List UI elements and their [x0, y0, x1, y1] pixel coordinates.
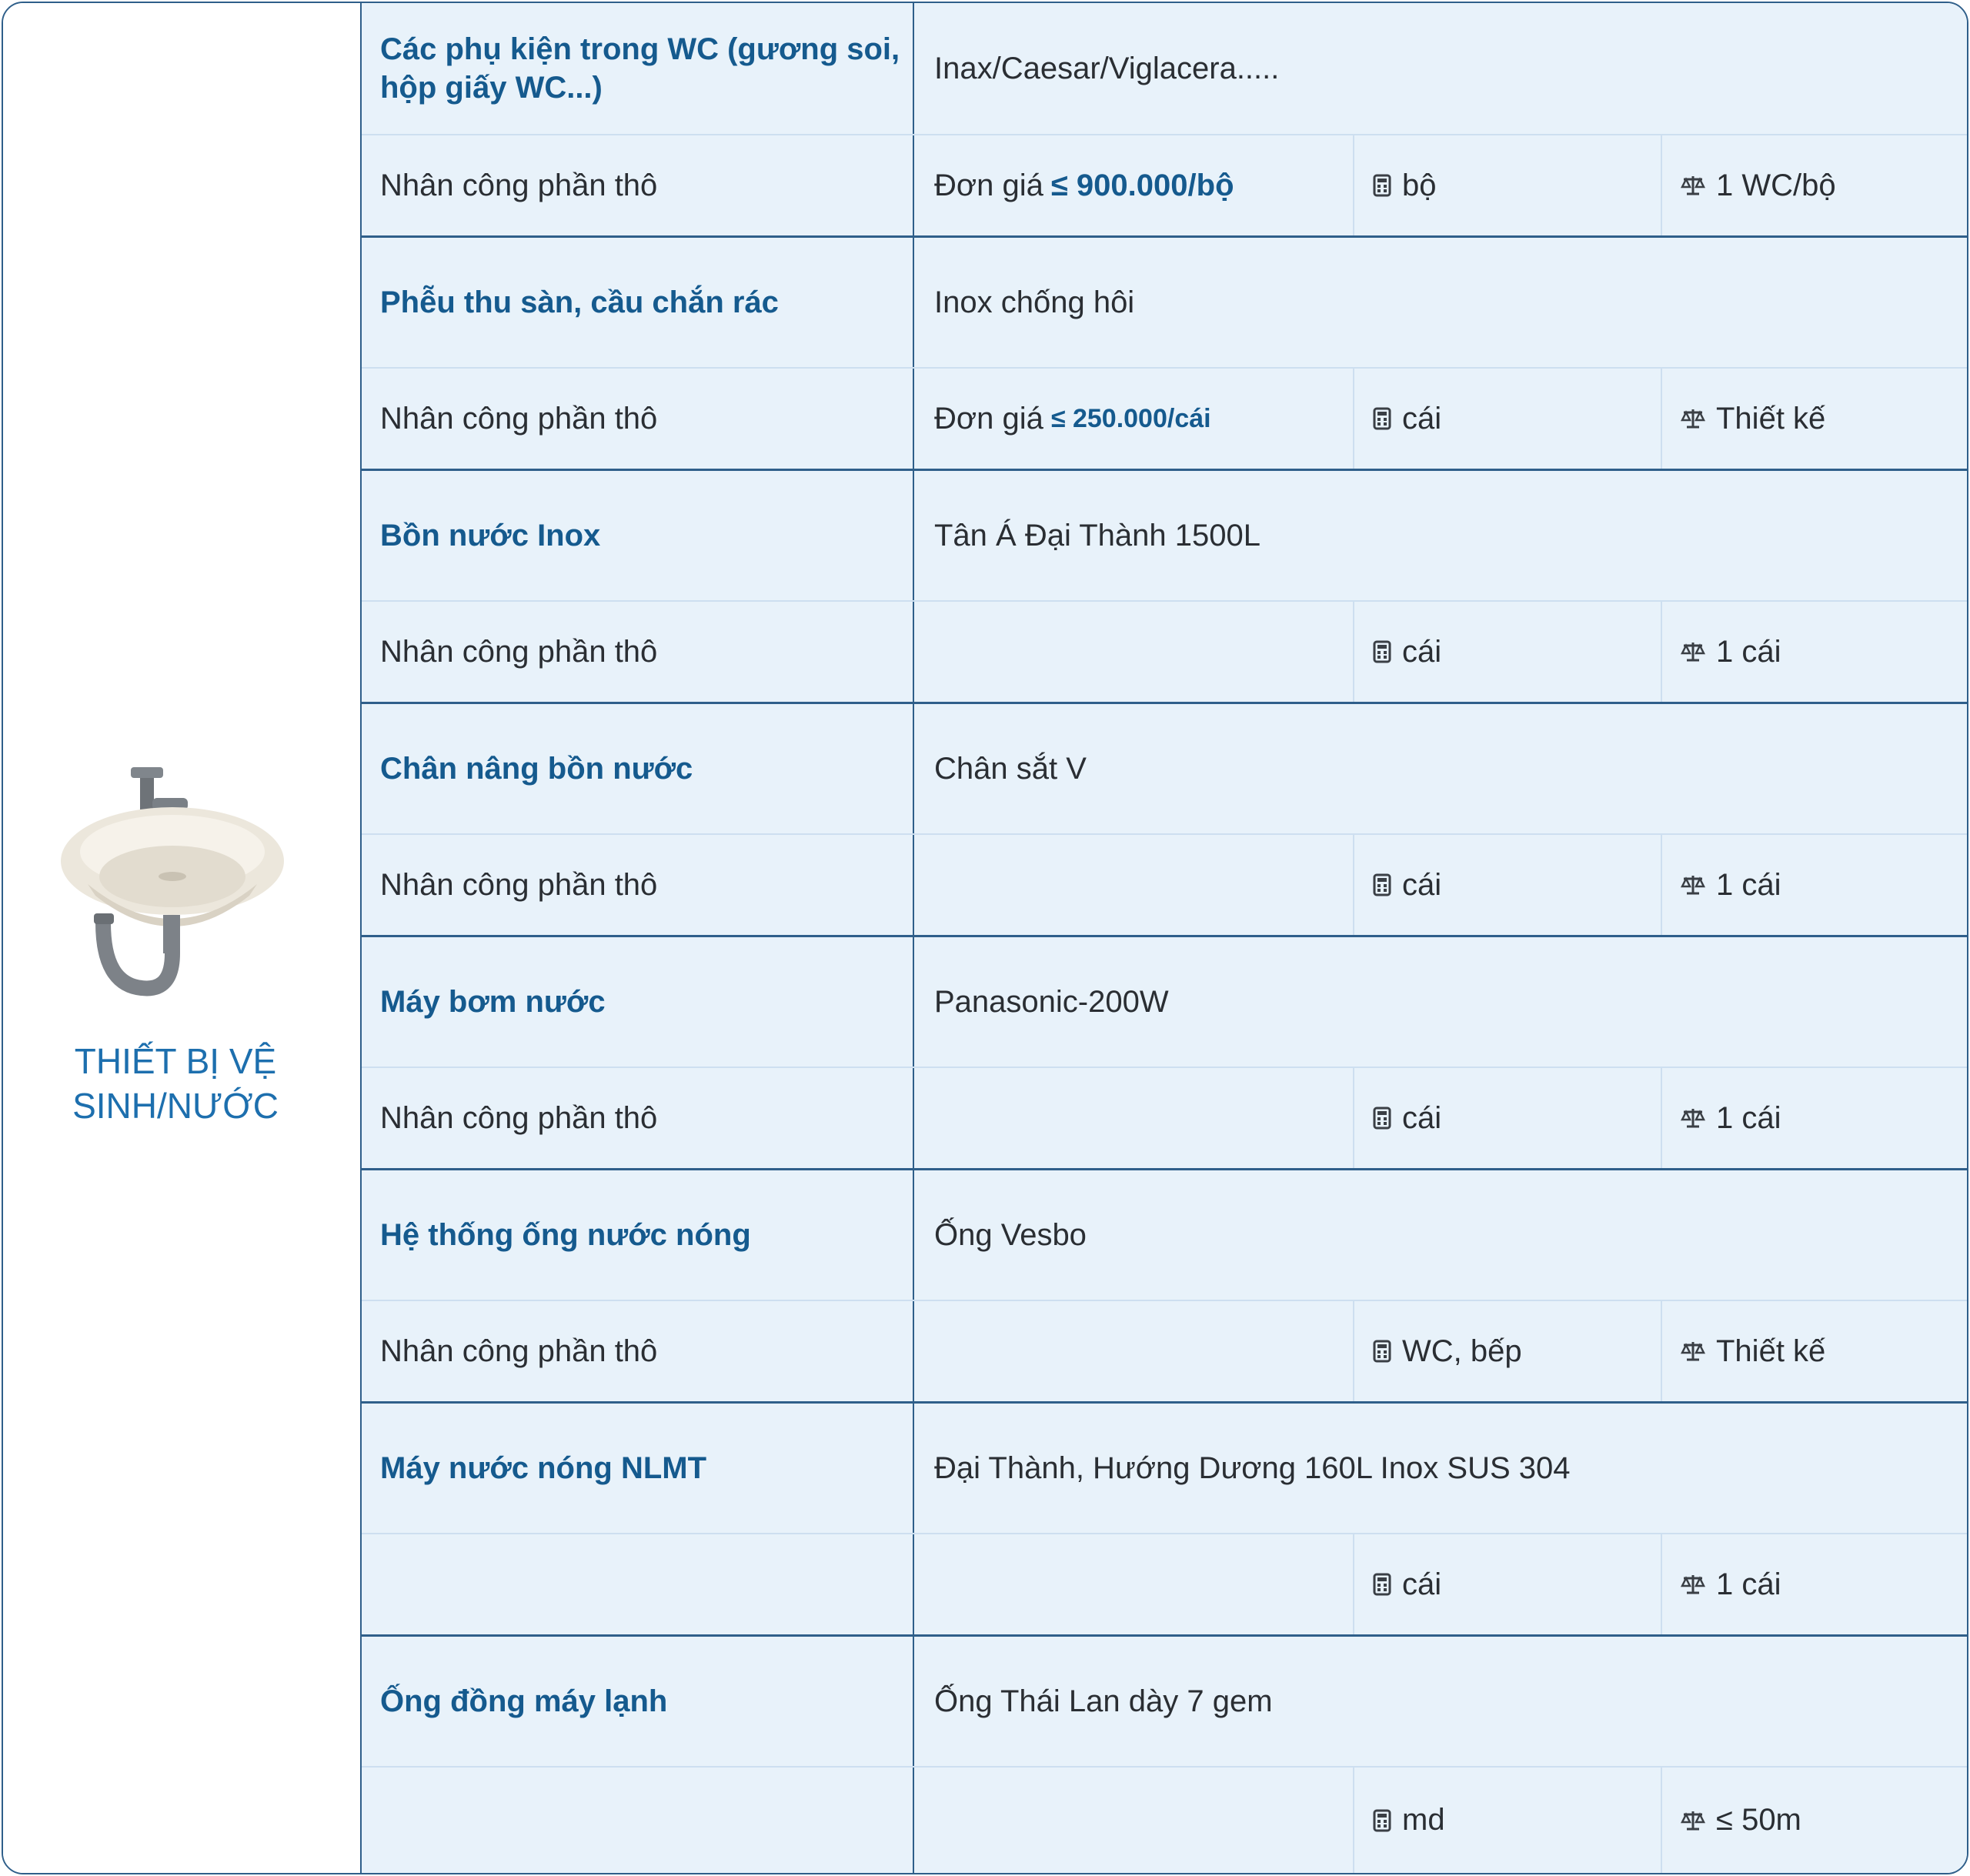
price-value: ≤ 900.000/bộ [1050, 168, 1234, 202]
category-title-line2: SINH/NƯỚC [72, 1086, 279, 1126]
unit-cell [1354, 1534, 1662, 1634]
quantity-value: 1 cái [1716, 1567, 1781, 1601]
scale-icon [1681, 1107, 1705, 1129]
calculator-icon [1373, 1340, 1391, 1363]
quantity-cell [1662, 369, 1968, 469]
sink-icon [57, 761, 288, 1000]
unit-cell [1354, 1068, 1662, 1168]
table-row [362, 471, 1968, 600]
item-name-cell [362, 937, 914, 1067]
price-cell [916, 602, 1354, 702]
calculator-icon [1373, 1107, 1391, 1130]
item-name: Phễu thu sàn, cầu chắn rác [380, 285, 779, 319]
item-name: Máy bơm nước [380, 985, 606, 1019]
price-label: Đơn giá [934, 168, 1043, 202]
item-name: Ống đồng máy lạnh [380, 1684, 668, 1718]
labor-label [362, 1768, 914, 1873]
item-name-cell [362, 471, 914, 600]
table-row [362, 937, 1968, 1067]
item-spec: Panasonic-200W [934, 984, 1169, 1019]
item-name-cell [362, 3, 914, 134]
quantity-value: ≤ 50m [1716, 1803, 1801, 1837]
item-name-cell [362, 704, 914, 833]
unit-cell [1354, 1301, 1662, 1401]
quantity-cell [1662, 835, 1968, 935]
labor-label: Nhân công phần thô [362, 602, 914, 702]
unit-value: cái [1402, 1567, 1442, 1601]
price-cell [916, 835, 1354, 935]
price-cell [916, 1768, 1354, 1873]
table-row [362, 135, 1968, 235]
price-cell [916, 135, 1354, 235]
table-row [362, 1170, 1968, 1300]
scale-icon [1681, 641, 1705, 663]
category-title-line1: THIẾT BỊ VỆ [74, 1041, 277, 1081]
table-row [362, 1637, 1968, 1766]
calculator-icon [1373, 640, 1391, 663]
table-row [362, 602, 1968, 702]
scale-icon [1681, 1810, 1705, 1831]
item-name-cell [362, 1404, 914, 1533]
item-name-cell [362, 238, 914, 367]
scale-icon [1681, 408, 1705, 429]
scale-icon [1681, 874, 1705, 896]
item-spec: Đại Thành, Hướng Dương 160L Inox SUS 304 [934, 1450, 1571, 1485]
table-row [362, 1768, 1968, 1873]
calculator-icon [1373, 1809, 1391, 1832]
quantity-cell [1662, 1768, 1968, 1873]
labor-label [362, 1534, 914, 1634]
calculator-icon [1373, 407, 1391, 430]
scale-icon [1681, 175, 1705, 196]
item-spec: Tân Á Đại Thành 1500L [934, 518, 1261, 552]
price-value: ≤ 250.000/cái [1050, 403, 1211, 433]
quantity-value: 1 cái [1716, 1100, 1781, 1135]
table-row [362, 835, 1968, 935]
calculator-icon [1373, 1573, 1391, 1596]
price-cell [916, 369, 1354, 469]
unit-value: cái [1402, 1100, 1442, 1135]
table-row [362, 704, 1968, 833]
quantity-value: Thiết kế [1716, 401, 1826, 436]
item-spec: Inax/Caesar/Viglacera..... [934, 51, 1280, 85]
labor-label: Nhân công phần thô [362, 369, 914, 469]
unit-value: cái [1402, 401, 1442, 436]
unit-value: WC, bếp [1402, 1334, 1522, 1368]
table-row [362, 1534, 1968, 1634]
quantity-cell [1662, 602, 1968, 702]
quantity-value: 1 cái [1716, 634, 1781, 669]
item-name-cell [362, 1170, 914, 1300]
item-spec: Inox chống hôi [934, 285, 1135, 319]
item-spec: Ống Vesbo [934, 1217, 1087, 1252]
table-row [362, 369, 1968, 469]
price-cell [916, 1068, 1354, 1168]
quantity-cell [1662, 135, 1968, 235]
quantity-value: 1 cái [1716, 867, 1781, 902]
item-name: Hệ thống ống nước nóng [380, 1218, 751, 1252]
item-spec: Chân sắt V [934, 751, 1087, 786]
item-name: Chân nâng bồn nước [380, 752, 693, 786]
table-row [362, 1068, 1968, 1168]
unit-value: cái [1402, 867, 1442, 902]
price-label: Đơn giá [934, 401, 1043, 436]
scale-icon [1681, 1574, 1705, 1595]
quantity-cell [1662, 1301, 1968, 1401]
unit-cell [1354, 835, 1662, 935]
labor-label: Nhân công phần thô [362, 135, 914, 235]
quantity-cell [1662, 1068, 1968, 1168]
unit-cell [1354, 602, 1662, 702]
unit-cell [1354, 369, 1662, 469]
labor-label: Nhân công phần thô [362, 835, 914, 935]
quantity-value: 1 WC/bộ [1716, 168, 1836, 202]
table-row [362, 238, 1968, 367]
quantity-value: Thiết kế [1716, 1334, 1826, 1368]
equipment-table-card [2, 2, 1968, 1874]
spec-table [362, 3, 1968, 1873]
unit-cell [1354, 135, 1662, 235]
calculator-icon [1373, 174, 1391, 197]
item-name: Các phụ kiện trong WC (gương soi, hộp giấy WC...) [380, 32, 900, 105]
price-cell [916, 1301, 1354, 1401]
price-cell [916, 1534, 1354, 1634]
unit-cell [1354, 1768, 1662, 1873]
item-spec: Ống Thái Lan dày 7 gem [934, 1684, 1273, 1718]
unit-value: md [1402, 1803, 1445, 1837]
labor-label: Nhân công phần thô [362, 1068, 914, 1168]
quantity-cell [1662, 1534, 1968, 1634]
category-panel [3, 3, 362, 1873]
unit-value: bộ [1402, 168, 1437, 202]
item-name: Máy nước nóng NLMT [380, 1451, 707, 1485]
calculator-icon [1373, 873, 1391, 896]
table-row [362, 1301, 1968, 1401]
category-title [3, 1039, 348, 1128]
item-name: Bồn nước Inox [380, 519, 601, 552]
labor-label: Nhân công phần thô [362, 1301, 914, 1401]
unit-value: cái [1402, 634, 1442, 669]
table-row [362, 1404, 1968, 1533]
scale-icon [1681, 1340, 1705, 1362]
item-name-cell [362, 1637, 914, 1766]
table-row [362, 3, 1968, 134]
